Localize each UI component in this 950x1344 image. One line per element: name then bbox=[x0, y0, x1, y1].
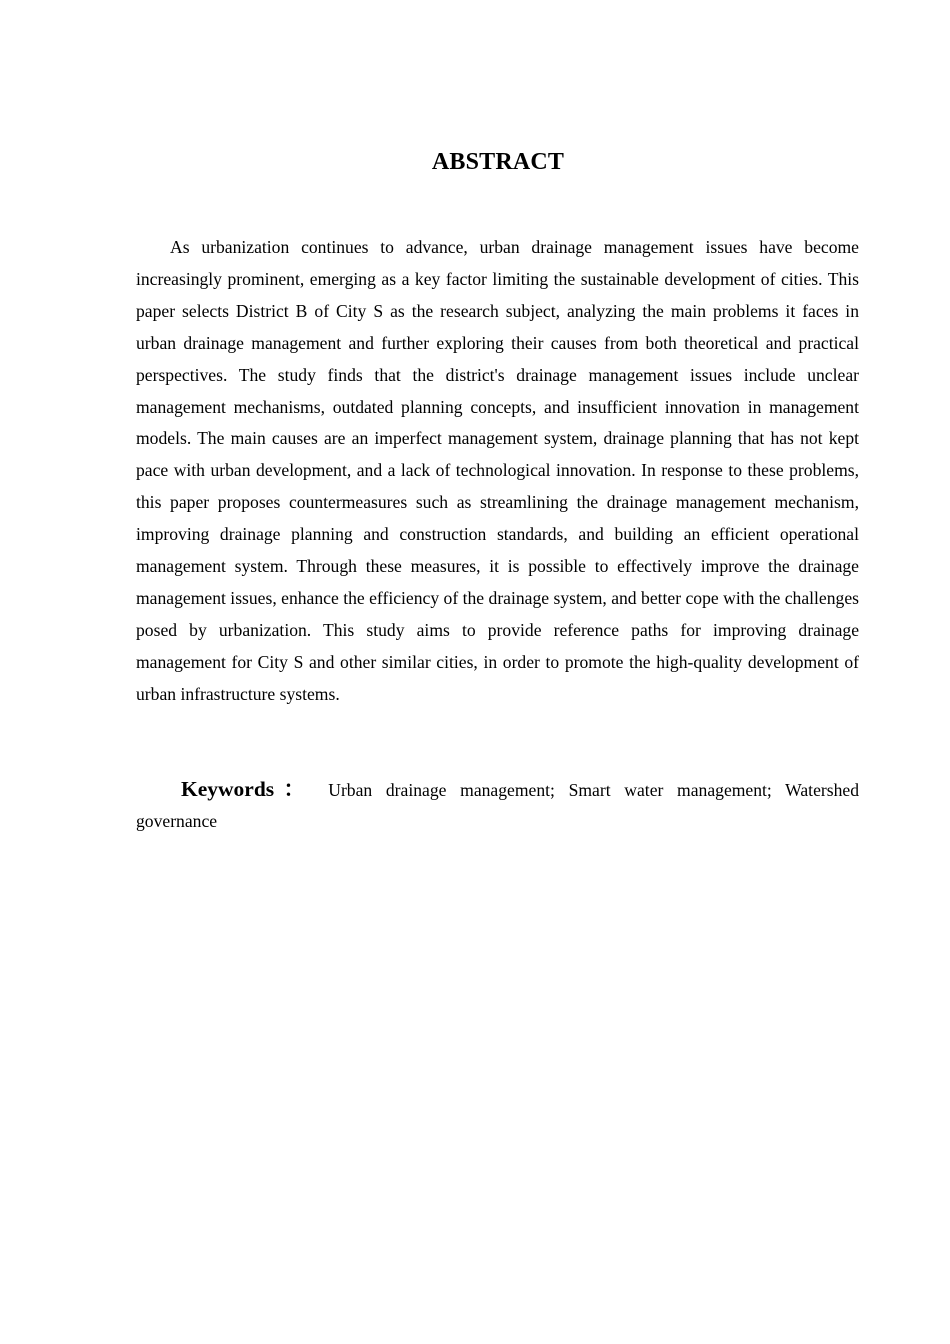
abstract-paragraph: As urbanization continues to advance, urban drainage management issues have become increasingly prominent, emerging as a key factor limiting the sustainable development of cities. This paper selects District B of City S as the research subject, analyzing the main problems it faces in urban drainage management and further exploring their causes from both theoretical and practical perspectives. The study finds that the district's drainage management issues include unclear management mechanisms, outdated planning concepts, and insufficient innovation in management models. The main causes are an imperfect management system, drainage planning that has not kept pace with urban development, and a lack of technological innovation. In response to these problems, this paper proposes countermeasures such as streamlining the drainage management mechanism, improving drainage planning and construction standards, and building an efficient operational management system. Through these measures, it is possible to effectively improve the drainage management issues, enhance the efficiency of the drainage system, and better cope with the challenges posed by urbanization. This study aims to provide reference paths for improving drainage management for City S and other similar cities, in order to promote the high-quality development of urban infrastructure systems. bbox=[136, 237, 859, 704]
keywords-line bbox=[136, 774, 859, 837]
abstract-title: ABSTRACT bbox=[431, 149, 565, 175]
keywords-list: Urban drainage management; Smart water management; Watershed governance bbox=[136, 780, 859, 831]
keywords-label: Keywords： bbox=[181, 777, 315, 801]
